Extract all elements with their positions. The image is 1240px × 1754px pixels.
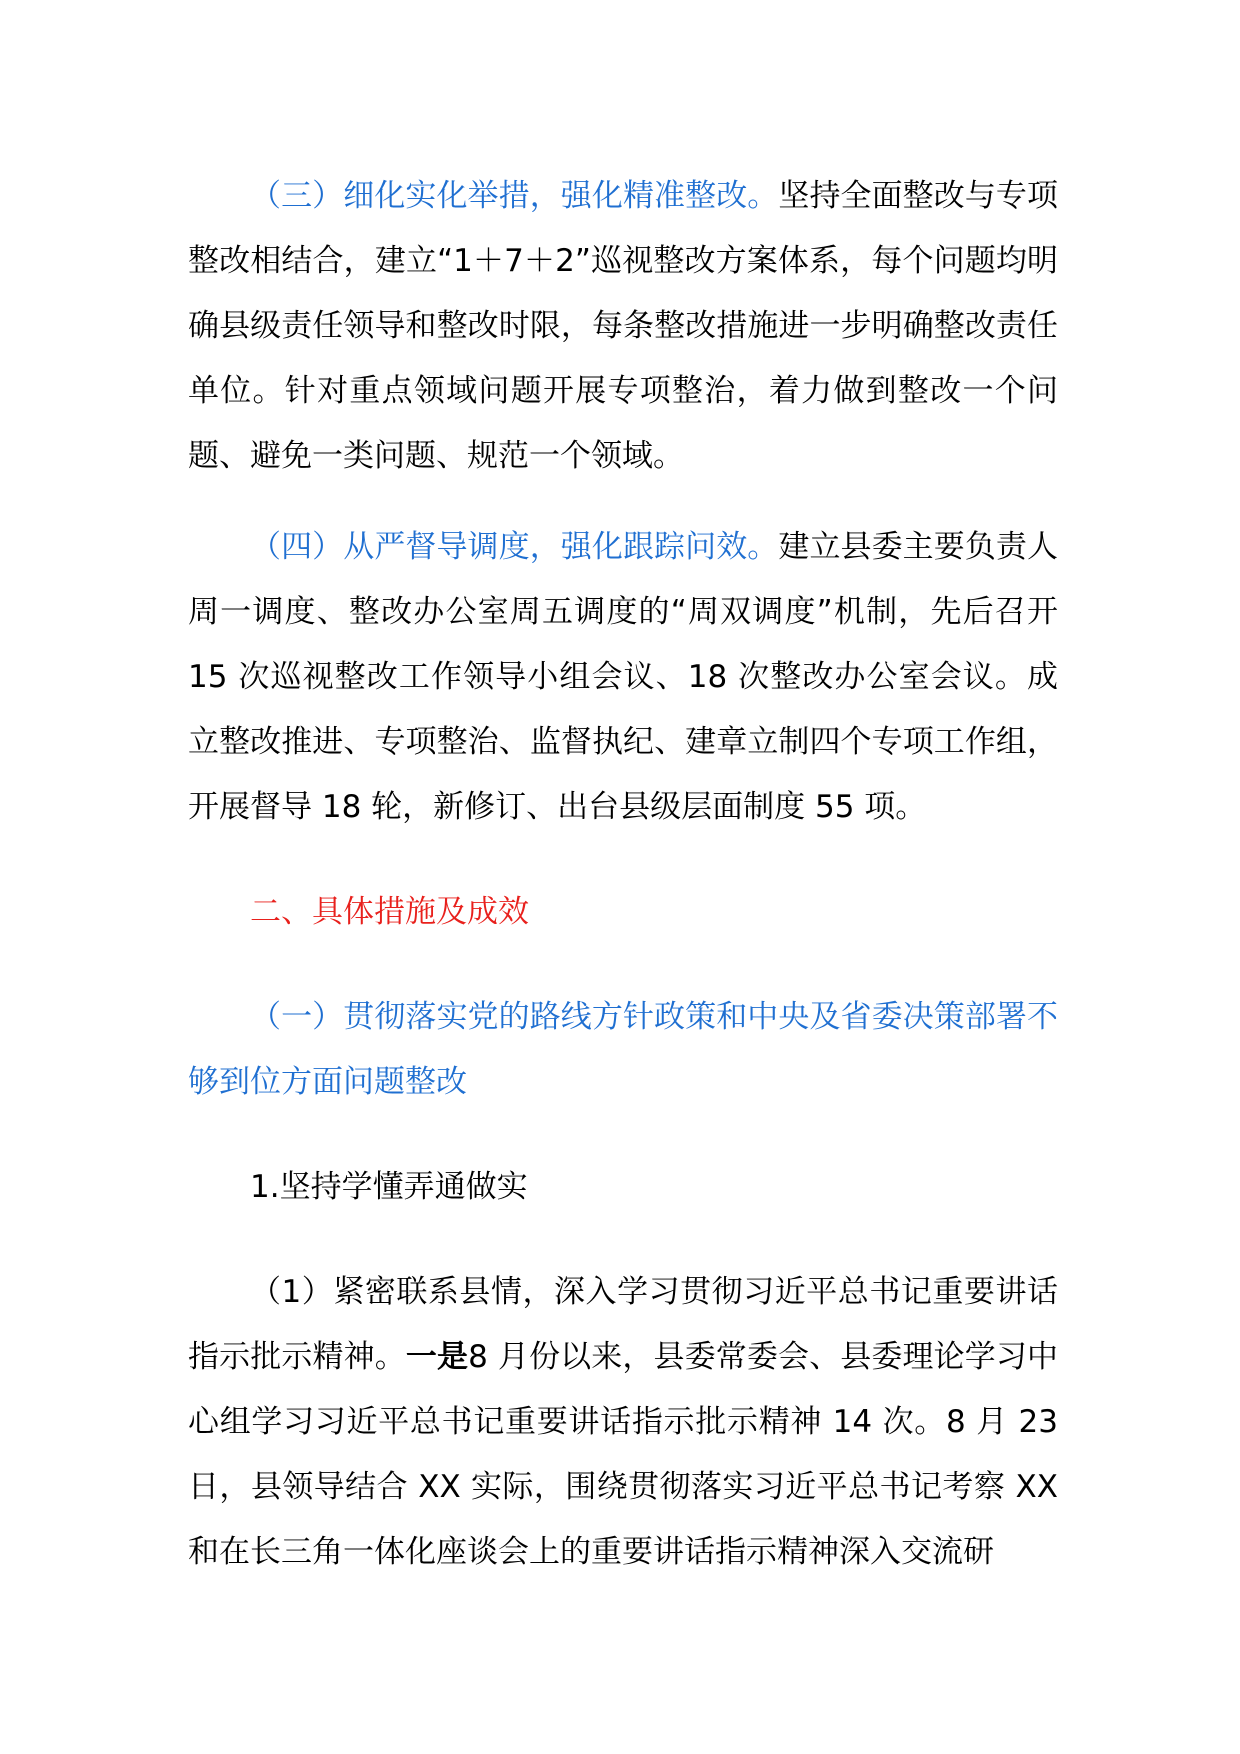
section-4-text: 建立县委主要负责人周一调度、整改办公室周五调度的“周双调度”机制，先后召开 15 次巡视整改工作领导小组会议、18 次整改办公室会议。成立整改推进、专项整治、监督执纪、建章立制四个专项工作组，开展督导 18 轮，新修订、出台县级层面制度 55 项。: [188, 529, 1058, 825]
item-1-title: 1.坚持学懂弄通做实: [250, 1169, 528, 1205]
item-1-1-lead: （1）紧密联系县情，深入学习贯彻习近平总书记重要讲话指示批示精神。: [188, 1274, 1058, 1375]
subsection-1-title: （一）贯彻落实党的路线方针政策和中央及省委决策部署不够到位方面问题整改: [188, 999, 1058, 1100]
paragraph-section-4: [188, 515, 1058, 840]
section-3-text: 坚持全面整改与专项整改相结合，建立“1＋7＋2”巡视整改方案体系，每个问题均明确县级责任领导和整改时限，每条整改措施进一步明确整改责任单位。针对重点领域问题开展专项整治，着力做到整改一个问题、避免一类问题、规范一个领域。: [188, 178, 1058, 474]
item-1-1-text: 8 月份以来，县委常委会、县委理论学习中心组学习习近平总书记重要讲话指示批示精神 14 次。8 月 23 日，县领导结合 XX 实际，围绕贯彻落实习近平总书记考察 XX 和在长三角一体化座谈会上的重要讲话指示精神深入交流研: [188, 1339, 1059, 1570]
section-3-heading: （三）细化实化举措，强化精准整改。: [250, 178, 779, 214]
item-1-1-bold-marker: 一是: [405, 1339, 469, 1375]
paragraph-section-3: [188, 164, 1058, 489]
section-4-heading: （四）从严督导调度，强化跟踪问效。: [250, 529, 779, 565]
paragraph-item-1-1: [188, 1260, 1058, 1585]
chapter-2-title: 二、具体措施及成效: [250, 894, 529, 930]
document-body: [188, 164, 1058, 1585]
